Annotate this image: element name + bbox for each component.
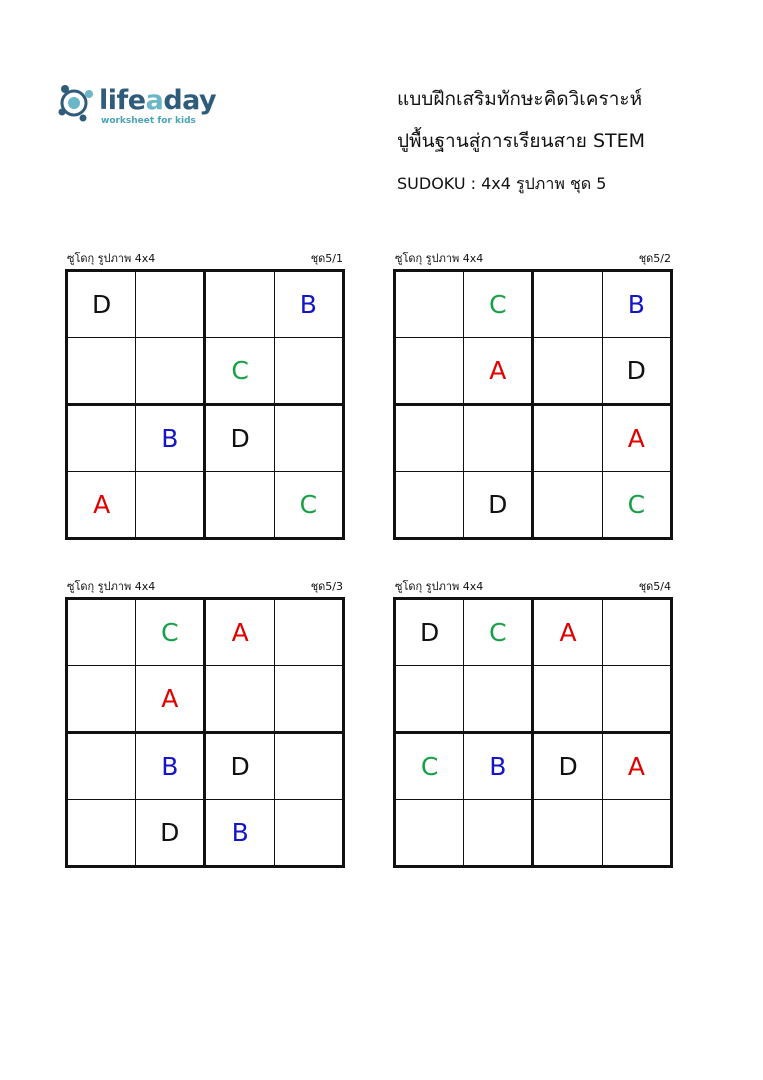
grid-row <box>67 271 344 338</box>
puzzle-title: ซูโดกุ รูปภาพ 4x4 <box>395 580 484 593</box>
grid-row <box>395 338 672 405</box>
puzzle-title: ซูโดกุ รูปภาพ 4x4 <box>67 580 156 593</box>
grid-cell-empty[interactable] <box>395 666 464 733</box>
grid-cell-given: C <box>136 599 205 666</box>
grid-cell-empty[interactable] <box>274 733 343 800</box>
grid-cell-empty[interactable] <box>533 271 602 338</box>
sudoku-puzzle-1 <box>65 251 345 540</box>
grid-cell-empty[interactable] <box>136 271 205 338</box>
grid-cell-given: D <box>136 800 205 867</box>
grid-cell-given: A <box>67 472 136 539</box>
sudoku-grid <box>393 597 673 868</box>
grid-cell-given: B <box>136 733 205 800</box>
sudoku-grid <box>65 597 345 868</box>
grid-cell-empty[interactable] <box>67 666 136 733</box>
grid-row <box>67 733 344 800</box>
grid-cell-empty[interactable] <box>533 405 602 472</box>
grid-row <box>67 338 344 405</box>
grid-cell-given: D <box>205 405 274 472</box>
grid-cell-given: B <box>602 271 671 338</box>
sudoku-grid <box>65 269 345 540</box>
grid-row <box>67 599 344 666</box>
worksheet-set-label: SUDOKU : 4x4 รูปภาพ ชุด 5 <box>397 174 607 193</box>
grid-row <box>67 472 344 539</box>
puzzle-title: ซูโดกุ รูปภาพ 4x4 <box>67 252 156 265</box>
grid-cell-empty[interactable] <box>395 338 464 405</box>
grid-cell-empty[interactable] <box>533 472 602 539</box>
grid-cell-empty[interactable] <box>274 405 343 472</box>
grid-cell-empty[interactable] <box>395 271 464 338</box>
grid-cell-empty[interactable] <box>395 472 464 539</box>
grid-cell-given: C <box>274 472 343 539</box>
grid-cell-given: A <box>602 733 671 800</box>
grid-cell-empty[interactable] <box>464 800 533 867</box>
puzzle-code: ชุด5/1 <box>310 252 343 265</box>
grid-cell-empty[interactable] <box>136 472 205 539</box>
puzzle-header <box>393 251 673 269</box>
grid-row <box>395 666 672 733</box>
grid-cell-empty[interactable] <box>602 599 671 666</box>
grid-cell-empty[interactable] <box>274 666 343 733</box>
sudoku-puzzle-3 <box>65 579 345 868</box>
grid-cell-empty[interactable] <box>205 666 274 733</box>
grid-cell-given: D <box>464 472 533 539</box>
grid-cell-empty[interactable] <box>67 733 136 800</box>
grid-row <box>67 666 344 733</box>
puzzle-header <box>65 579 345 597</box>
grid-cell-empty[interactable] <box>274 599 343 666</box>
puzzle-code: ชุด5/3 <box>310 580 343 593</box>
grid-cell-given: C <box>205 338 274 405</box>
grid-cell-empty[interactable] <box>67 405 136 472</box>
grid-cell-empty[interactable] <box>136 338 205 405</box>
grid-cell-given: C <box>464 271 533 338</box>
grid-cell-given: A <box>205 599 274 666</box>
sudoku-puzzle-4 <box>393 579 673 868</box>
grid-row <box>395 599 672 666</box>
grid-row <box>395 800 672 867</box>
grid-cell-empty[interactable] <box>274 338 343 405</box>
worksheet-title: แบบฝึกเสริมทักษะคิดวิเคราะห์ <box>397 88 643 110</box>
grid-cell-empty[interactable] <box>464 666 533 733</box>
grid-cell-empty[interactable] <box>67 599 136 666</box>
grid-cell-given: A <box>602 405 671 472</box>
grid-cell-empty[interactable] <box>533 338 602 405</box>
grid-row <box>67 405 344 472</box>
grid-cell-given: A <box>464 338 533 405</box>
lifeaday-logo <box>55 82 225 132</box>
sudoku-puzzle-2 <box>393 251 673 540</box>
grid-cell-given: A <box>533 599 602 666</box>
grid-cell-empty[interactable] <box>274 800 343 867</box>
grid-cell-empty[interactable] <box>602 800 671 867</box>
grid-cell-given: B <box>205 800 274 867</box>
puzzle-header <box>393 579 673 597</box>
grid-cell-given: C <box>464 599 533 666</box>
puzzle-code: ชุด5/4 <box>638 580 671 593</box>
puzzle-title: ซูโดกุ รูปภาพ 4x4 <box>395 252 484 265</box>
grid-cell-empty[interactable] <box>533 666 602 733</box>
molecule-logo-icon <box>55 82 97 124</box>
grid-cell-empty[interactable] <box>67 338 136 405</box>
grid-row <box>395 271 672 338</box>
grid-cell-empty[interactable] <box>533 800 602 867</box>
grid-cell-given: D <box>602 338 671 405</box>
grid-cell-given: B <box>464 733 533 800</box>
grid-cell-empty[interactable] <box>395 800 464 867</box>
grid-cell-empty[interactable] <box>464 405 533 472</box>
worksheet-subtitle: ปูพื้นฐานสู่การเรียนสาย STEM <box>397 130 646 152</box>
grid-cell-given: C <box>602 472 671 539</box>
grid-cell-empty[interactable] <box>205 271 274 338</box>
grid-cell-given: B <box>274 271 343 338</box>
puzzle-header <box>65 251 345 269</box>
grid-cell-empty[interactable] <box>602 666 671 733</box>
grid-cell-empty[interactable] <box>67 800 136 867</box>
logo-tagline: worksheet for kids <box>101 116 196 126</box>
grid-cell-given: B <box>136 405 205 472</box>
puzzle-code: ชุด5/2 <box>638 252 671 265</box>
grid-row <box>67 800 344 867</box>
grid-cell-given: D <box>533 733 602 800</box>
grid-row <box>395 472 672 539</box>
grid-cell-empty[interactable] <box>395 405 464 472</box>
sudoku-grid <box>393 269 673 540</box>
grid-cell-given: D <box>67 271 136 338</box>
grid-cell-given: C <box>395 733 464 800</box>
grid-cell-given: A <box>136 666 205 733</box>
logo-wordmark: lifeaday <box>99 85 217 116</box>
grid-row <box>395 405 672 472</box>
grid-cell-given: D <box>205 733 274 800</box>
grid-cell-empty[interactable] <box>205 472 274 539</box>
grid-cell-given: D <box>395 599 464 666</box>
grid-row <box>395 733 672 800</box>
